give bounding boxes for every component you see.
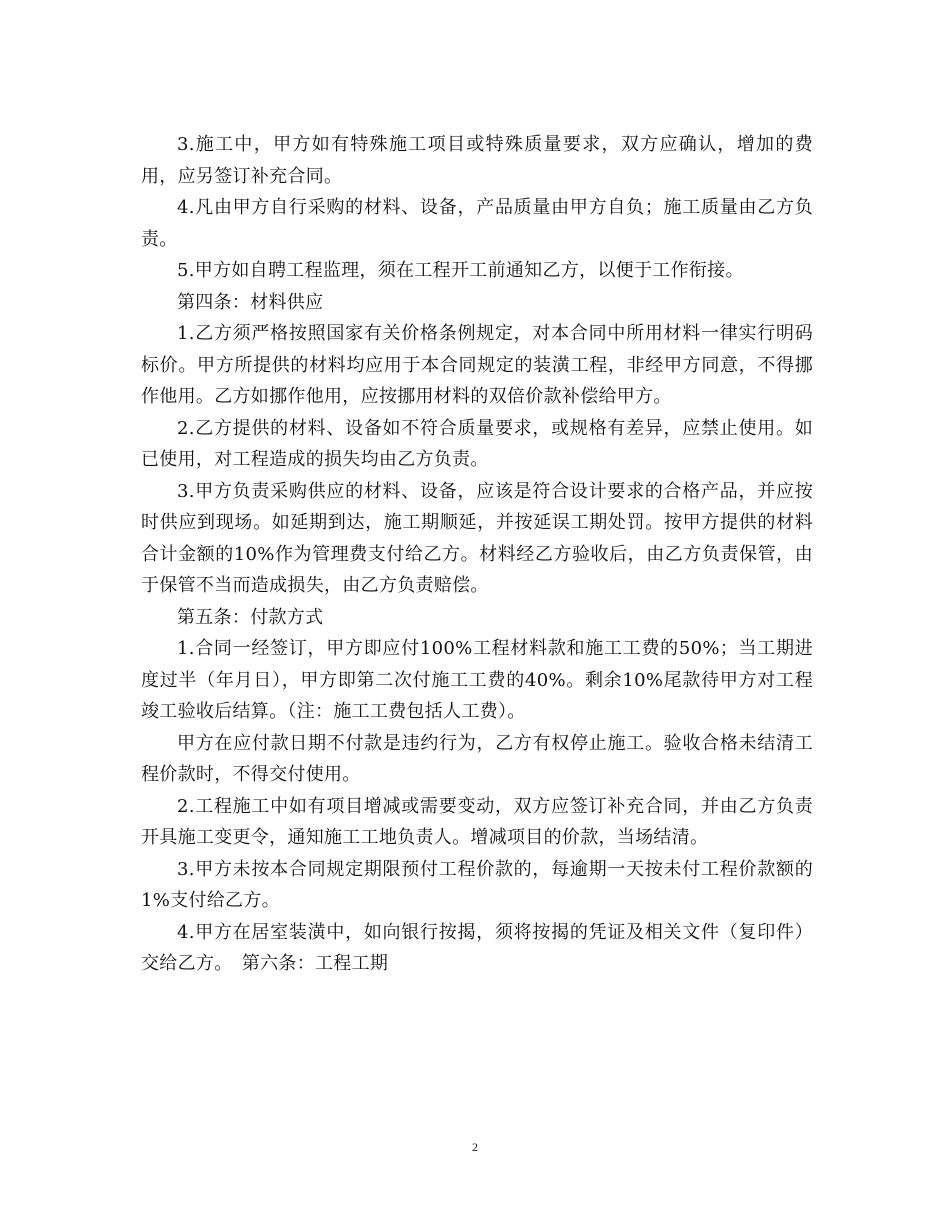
paragraph-change-orders: 2.工程施工中如有项目增减或需要变动，双方应签订补充合同，并由乙方负责开具施工变更令，通知施工工地负责人。增减项目的价款，当场结清。 [141, 795, 813, 848]
section-heading-material-supply: 第四条：材料供应 [177, 291, 324, 313]
paragraph-material-quality: 2.乙方提供的材料、设备如不符合质量要求，或规格有差异，应禁止使用。如已使用，对工程造成的损失均由乙方负责。 [141, 417, 813, 470]
paragraph-client-supply: 3.甲方负责采购供应的材料、设备，应该是符合设计要求的合格产品，并应按时供应到现场。如延期到达，施工期顺延，并按延误工期处罚。按甲方提供的材料合计金额的10%作为管理费支付给乙方。材料经乙方验收后，由乙方负责保管，由于保管不当而造成损失，由乙方负责赔偿。 [141, 480, 813, 596]
page-number: 2 [472, 1140, 478, 1154]
section-heading-payment: 第五条：付款方式 [177, 606, 324, 628]
paragraph-change-requirements: 3.施工中，甲方如有特殊施工项目或特殊质量要求，双方应确认，增加的费用，应另签订补充合同。 [141, 134, 813, 187]
paragraph-supervision: 5.甲方如自聘工程监理，须在工程开工前通知乙方，以便于工作衔接。 [177, 260, 744, 281]
paragraph-late-payment: 3.甲方未按本合同规定期限预付工程价款的，每逾期一天按未付工程价款额的1%支付给乙方。 [141, 858, 813, 911]
paragraph-material-pricing: 1.乙方须严格按照国家有关价格条例规定，对本合同中所用材料一律实行明码标价。甲方所提供的材料均应用于本合同规定的装潢工程，非经甲方同意，不得挪作他用。乙方如挪作他用，应按挪用材料的双倍价款补偿给甲方。 [141, 323, 813, 407]
document-body [141, 129, 813, 980]
paragraph-payment-schedule: 1.合同一经签订，甲方即应付100%工程材料款和施工工费的50%；当工期进度过半（年月日），甲方即第二次付施工工费的40%。剩余10%尾款待甲方对工程竣工验收后结算。（注：施工工费包括人工费）。 [141, 638, 813, 722]
paragraph-self-purchased-materials: 4.凡由甲方自行采购的材料、设备，产品质量由甲方自负；施工质量由乙方负责。 [141, 197, 813, 250]
paragraph-mortgage: 4.甲方在居室装潢中，如向银行按揭，须将按揭的凭证及相关文件（复印件）交给乙方。 第六条：工程工期 [141, 921, 813, 974]
paragraph-payment-default: 甲方在应付款日期不付款是违约行为，乙方有权停止施工。验收合格未结清工程价款时，不得交付使用。 [141, 732, 813, 785]
